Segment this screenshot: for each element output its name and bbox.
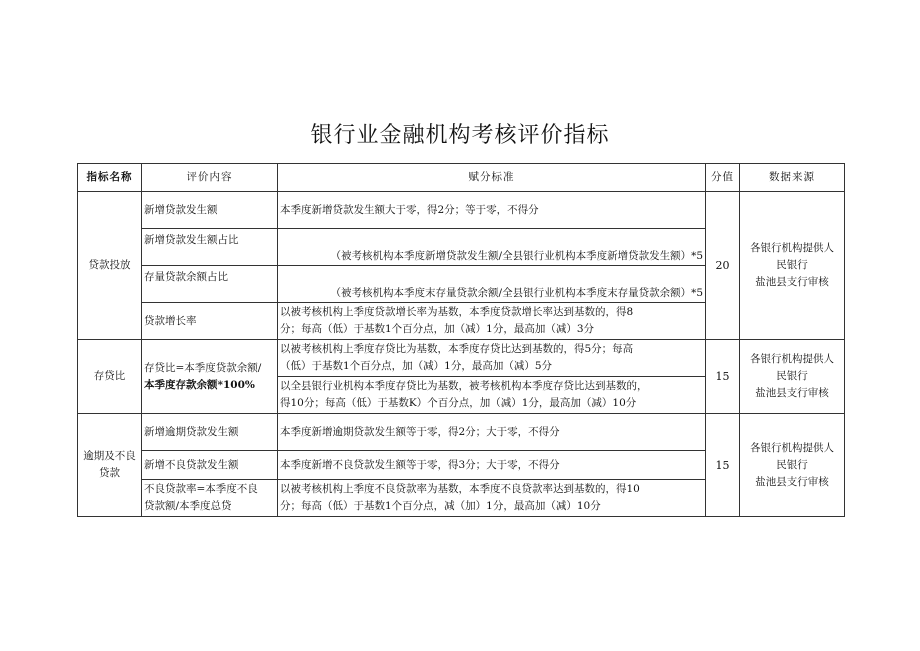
score-cell: 20	[706, 192, 740, 340]
standard-line: 分；每高（低）于基数1个百分点，减（加）1分，最高加（减）10分	[280, 500, 601, 512]
source-cell	[740, 340, 845, 414]
header-indicator: 指标名称	[78, 164, 142, 192]
standard-cell	[278, 377, 706, 414]
table-row	[78, 340, 845, 377]
source-line: 民银行	[776, 370, 808, 382]
standard-cell	[278, 480, 706, 517]
content-line: 不良贷款率=本季度不良	[144, 483, 258, 495]
standard-line: 分；每高（低）于基数1个百分点，加（减）1分，最高加（减）3分	[280, 323, 595, 335]
content-cell: 新增贷款发生额	[142, 192, 278, 229]
standard-cell: 本季度新增不良贷款发生额等于零，得3分；大于零，不得分	[278, 451, 706, 480]
content-line: 贷款额/本季度总贷	[144, 500, 232, 512]
content-cell: 存量贷款余额占比	[142, 266, 278, 303]
score-cell: 15	[706, 340, 740, 414]
content-line: 存贷比=本季度贷款余额/	[144, 361, 262, 374]
content-line: 本季度存款余额*100%	[144, 378, 255, 391]
content-cell: 新增贷款发生额占比	[142, 229, 278, 266]
content-cell: 新增不良贷款发生额	[142, 451, 278, 480]
source-line: 民银行	[776, 458, 808, 471]
table-header-row	[78, 164, 845, 192]
standard-line: 以被考核机构上季度存贷比为基数，本季度存贷比达到基数的，得5分；每高	[280, 343, 634, 355]
source-line: 盐池县支行审核	[755, 276, 829, 288]
table-row	[78, 414, 845, 451]
standard-line: 以全县银行业机构本季度存贷比为基数，被考核机构本季度存贷比达到基数的，	[280, 380, 648, 392]
indicator-loan-issuance: 贷款投放	[78, 192, 142, 340]
indicator-overdue-npl	[78, 414, 142, 517]
standard-cell: 本季度新增贷款发生额大于零，得2分；等于零，不得分	[278, 192, 706, 229]
content-cell	[142, 340, 278, 414]
standard-line: 以被考核机构上季度贷款增长率为基数，本季度贷款增长率达到基数的，得8	[280, 306, 634, 318]
standard-cell	[278, 340, 706, 377]
indicator-line: 逾期及不良	[83, 450, 136, 462]
standard-cell: 本季度新增逾期贷款发生额等于零，得2分；大于零，不得分	[278, 414, 706, 451]
score-cell: 15	[706, 414, 740, 517]
source-cell	[740, 192, 845, 340]
standard-line: 得10分；每高（低）于基数K）个百分点，加（减）1分，最高加（减）10分	[280, 397, 637, 409]
standard-cell	[278, 303, 706, 340]
header-score: 分值	[706, 164, 740, 192]
source-cell	[740, 414, 845, 517]
source-line: 盐池县支行审核	[755, 387, 829, 399]
source-line: 民银行	[776, 259, 808, 271]
table-row	[78, 192, 845, 229]
indicator-loan-deposit-ratio: 存贷比	[78, 340, 142, 414]
source-line: 各银行机构提供人	[750, 441, 834, 454]
content-cell: 新增逾期贷款发生额	[142, 414, 278, 451]
content-cell: 贷款增长率	[142, 303, 278, 340]
document-title: 银行业金融机构考核评价指标	[310, 123, 610, 148]
header-standard: 赋分标准	[278, 164, 706, 192]
header-source: 数据来源	[740, 164, 845, 192]
standard-cell: （被考核机构本季度末存量贷款余额/全县银行业机构本季度末存量贷款余额）*5	[278, 266, 706, 303]
header-content: 评价内容	[142, 164, 278, 192]
content-cell	[142, 480, 278, 517]
indicator-line: 贷款	[99, 467, 120, 479]
source-line: 各银行机构提供人	[750, 353, 834, 365]
evaluation-table	[77, 163, 845, 517]
standard-cell: （被考核机构本季度新增贷款发生额/全县银行业机构本季度新增贷款发生额）*5	[278, 229, 706, 266]
standard-line: （低）于基数1个百分点，加（减）1分，最高加（减）5分	[280, 360, 553, 372]
source-line: 各银行机构提供人	[750, 242, 834, 254]
standard-line: 以被考核机构上季度不良贷款率为基数，本季度不良贷款率达到基数的，得10	[280, 483, 640, 495]
source-line: 盐池县支行审核	[755, 475, 829, 488]
